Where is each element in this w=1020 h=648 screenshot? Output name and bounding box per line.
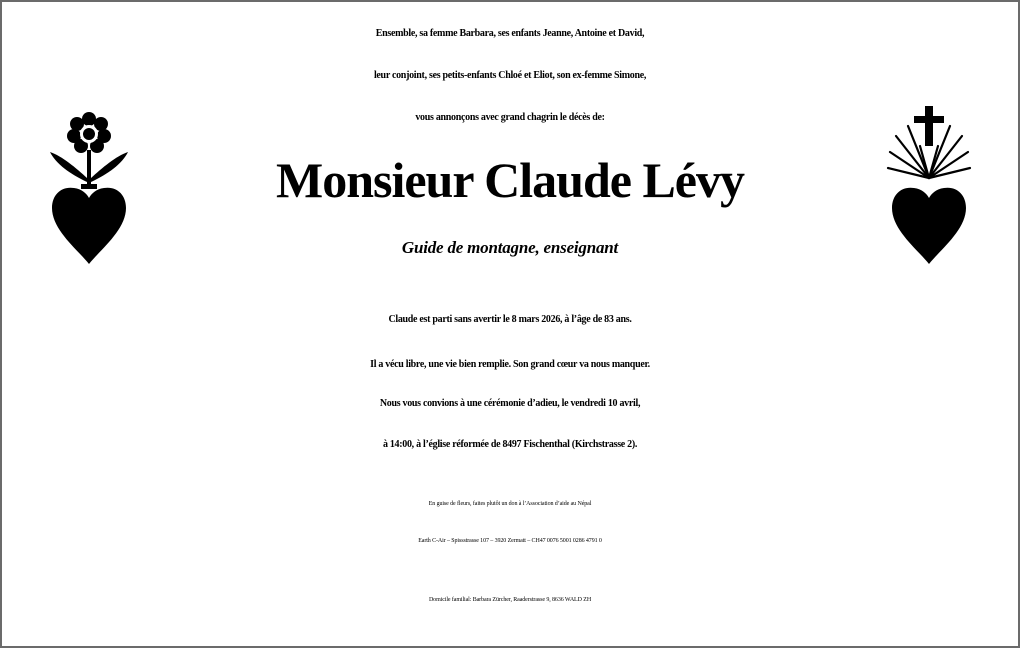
intro-line-2: leur conjoint, ses petits-enfants Chloé et Eliot, son ex-femme Simone, <box>373 70 647 81</box>
profession: Guide de montagne, enseignant <box>401 238 619 257</box>
body-line-1: Claude est parti sans avertir le 8 mars 2026, à l’âge de 83 ans. <box>388 314 632 325</box>
domicile-line: Domicile familial: Barbara Zürcher, Raaderstrasse 9, 8636 WALD ZH <box>428 597 592 603</box>
donation-line-1: En guise de fleurs, faites plutôt un don à l’Association d’aide au Népal <box>428 501 592 507</box>
deceased-name: Monsieur Claude Lévy <box>276 152 744 208</box>
donation-line-2: Earth C-Air – Spissstrasse 107 – 3920 Zermatt – CH47 0076 5001 0286 4791 0 <box>418 538 602 544</box>
body-line-3: Nous vous convions à une cérémonie d’adieu, le vendredi 10 avril, <box>379 398 641 409</box>
intro-line-1: Ensemble, sa femme Barbara, ses enfants Jeanne, Antoine et David, <box>375 28 645 39</box>
intro-line-3: vous annonçons avec grand chagrin le décès de: <box>415 112 605 123</box>
body-line-4: à 14:00, à l’église réformée de 8497 Fischenthal (Kirchstrasse 2). <box>382 439 638 450</box>
body-line-2: Il a vécu libre, une vie bien remplie. Son grand cœur va nous manquer. <box>370 359 650 370</box>
